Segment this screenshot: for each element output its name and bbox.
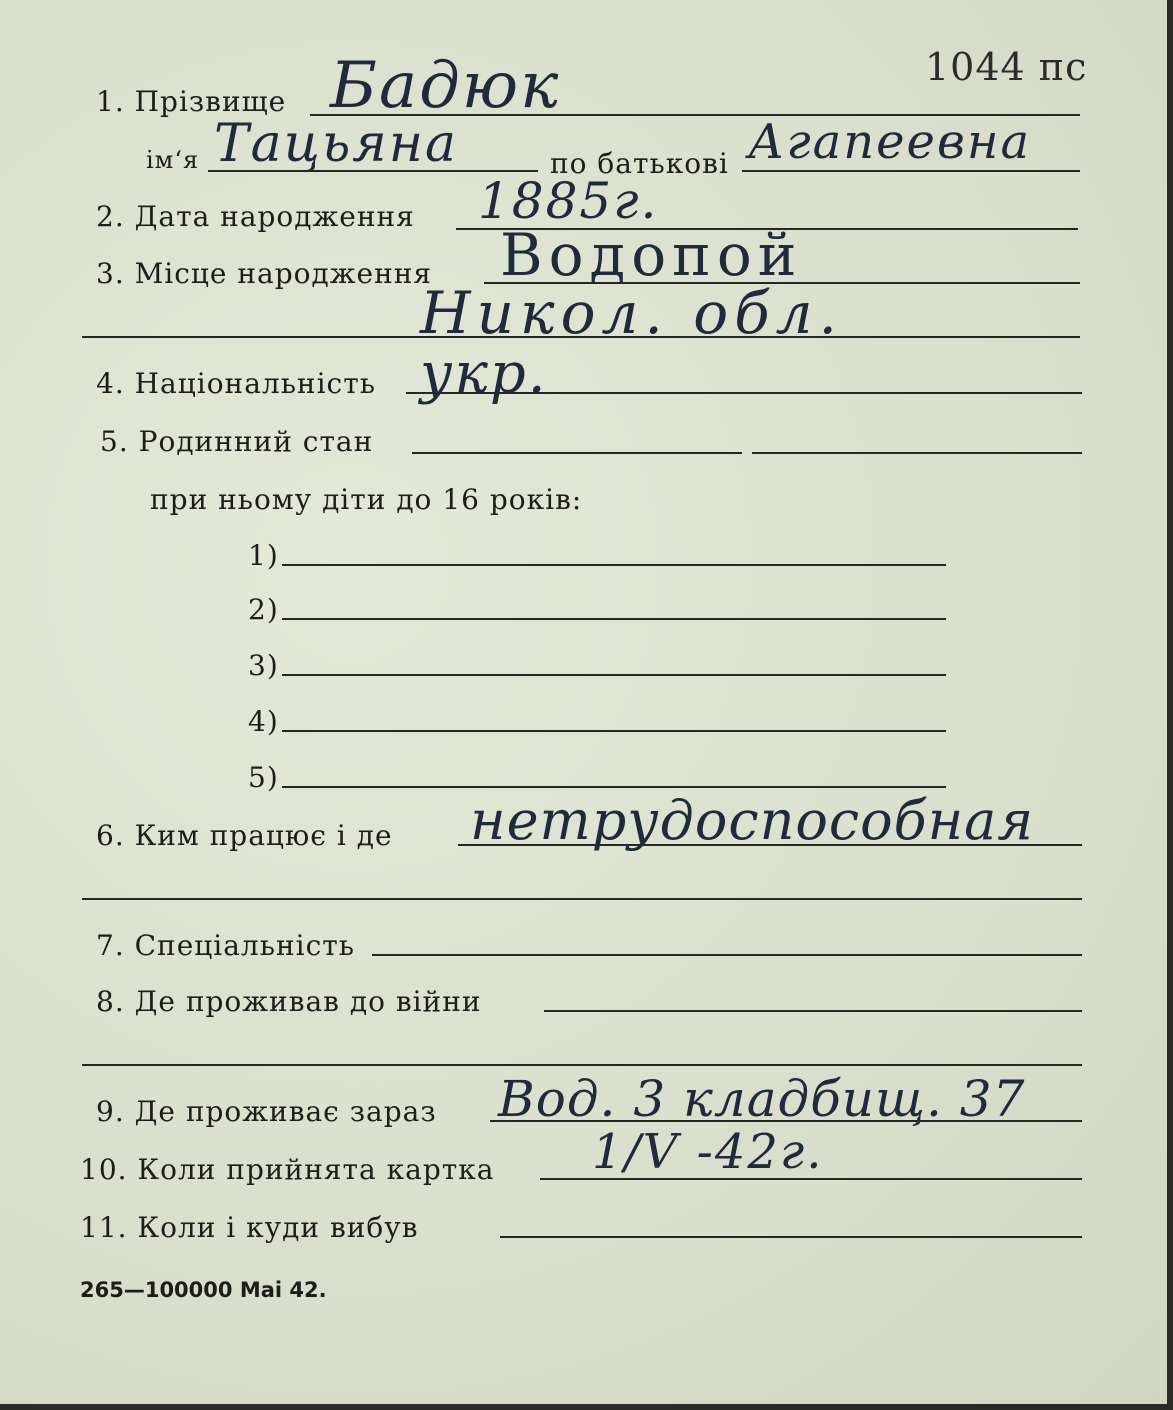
label-marital-status: 5. Родинний стан xyxy=(100,425,374,458)
label-birth-place: 3. Місце народження xyxy=(96,257,433,290)
value-surname: Бадюк xyxy=(330,49,561,123)
value-birth-place-line2: Никол. обл. xyxy=(420,279,843,347)
line-marital-status-b xyxy=(752,452,1082,454)
label-patronymic: по батькові xyxy=(550,147,729,180)
label-first-name: ім‘я xyxy=(146,146,200,174)
label-children: при ньому діти до 16 років: xyxy=(150,483,583,516)
label-speciality: 7. Спеціальність xyxy=(96,929,355,962)
label-departure: 11. Коли і куди вибув xyxy=(80,1211,419,1244)
value-patronymic: Агапеевна xyxy=(748,114,1032,170)
value-birth-place-line1: Водопой xyxy=(500,221,803,289)
label-child-3: 3) xyxy=(248,649,279,682)
value-first-name: Тацьяна xyxy=(214,114,458,174)
page-edge-bottom xyxy=(0,1404,1173,1410)
label-work: 6. Ким працює і де xyxy=(96,819,393,852)
page-edge-right xyxy=(1167,0,1173,1410)
label-prewar-residence: 8. Де проживав до війни xyxy=(96,985,482,1018)
value-nationality: укр. xyxy=(420,341,548,406)
value-work: нетрудоспособная xyxy=(470,789,1035,852)
label-child-4: 4) xyxy=(248,705,279,738)
value-current-residence: Вод. 3 кладбищ. 37 xyxy=(498,1070,1026,1128)
line-child-4 xyxy=(282,730,946,732)
line-work-2 xyxy=(82,898,1082,900)
line-marital-status-a xyxy=(412,452,742,454)
label-nationality: 4. Національність xyxy=(96,367,376,400)
line-prewar-residence-2 xyxy=(82,1064,1082,1066)
print-code: 265—100000 Mai 42. xyxy=(80,1278,327,1302)
line-child-5 xyxy=(282,786,946,788)
line-child-3 xyxy=(282,674,946,676)
label-surname: 1. Прізвище xyxy=(96,85,287,118)
line-patronymic xyxy=(742,170,1080,172)
line-departure xyxy=(500,1236,1082,1238)
label-current-residence: 9. Де проживає зараз xyxy=(96,1095,437,1128)
value-card-accepted: 1/V -42г. xyxy=(592,1124,824,1180)
label-child-5: 5) xyxy=(248,761,279,794)
line-speciality xyxy=(372,954,1082,956)
archive-number: 1044 пс xyxy=(925,45,1088,89)
line-child-1 xyxy=(282,564,946,566)
value-birth-date: 1885г. xyxy=(478,172,659,230)
line-prewar-residence xyxy=(544,1010,1082,1012)
label-child-1: 1) xyxy=(248,539,279,572)
label-birth-date: 2. Дата народження xyxy=(96,200,415,233)
line-child-2 xyxy=(282,618,946,620)
label-card-accepted: 10. Коли прийнята картка xyxy=(80,1153,495,1186)
label-child-2: 2) xyxy=(248,593,279,626)
